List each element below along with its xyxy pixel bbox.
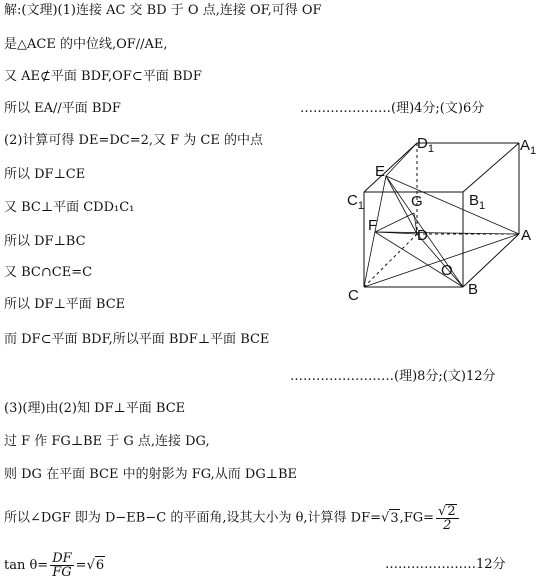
label-D: D [417, 227, 428, 244]
solution-line-14: 则 DG 在平面 BCE 中的射影为 FG,从而 DG⊥BE [4, 467, 297, 482]
cube-edges [364, 143, 519, 287]
label-C: C [348, 287, 359, 304]
solution-line-9: 又 BC∩CE=C [4, 265, 93, 280]
label-B: B [468, 281, 479, 298]
label-B1: $B_1$ [469, 192, 486, 212]
fg-label: ,FG= [399, 510, 435, 526]
solution-line-13: 过 F 作 FG⊥BE 于 G 点,连接 DG, [4, 434, 210, 449]
tan-lhs: tan θ= [4, 558, 49, 573]
label-D1: $D_1$ [417, 135, 434, 155]
tan-numerator: DF [52, 551, 72, 566]
label-O: O [441, 262, 453, 279]
fg-fraction [436, 504, 459, 532]
vertex-labels [347, 135, 536, 304]
sqrt-sign-2: √ [86, 558, 95, 573]
score-note-3: …………………12分 [385, 557, 506, 572]
df-radicand: 3 [390, 510, 399, 526]
solution-line-16 [4, 552, 105, 579]
solution-line-8: 所以 DF⊥BC [4, 234, 86, 249]
score-note-1: …………………(理)4分;(文)6分 [300, 101, 485, 116]
fg-numerator-radicand: 2 [447, 504, 456, 519]
label-F: F [368, 217, 378, 234]
sqrt-sign: √ [381, 510, 390, 526]
tan-denominator: FG [52, 565, 72, 580]
solution-line-3: 又 AE⊄平面 BDF,OF⊂平面 BDF [4, 69, 202, 84]
tan-equals: = [75, 558, 87, 573]
label-E: E [375, 163, 386, 180]
solution-line-6: 所以 DF⊥CE [4, 167, 86, 182]
tan-radicand: 6 [95, 558, 105, 573]
solution-line-4: 所以 EA//平面 BDF [4, 101, 121, 116]
solution-line-1: 解:(文理)(1)连接 AC 交 BD 于 O 点,连接 OF,可得 OF [4, 3, 322, 18]
line-15-text: 所以∠DGF 即为 D−EB−C 的平面角,设其大小为 θ,计算得 DF= [4, 510, 382, 526]
fg-denominator: 2 [443, 518, 452, 533]
solution-line-5: (2)计算可得 DE=DC=2,又 F 为 CE 的中点 [4, 133, 264, 148]
tan-fraction [50, 552, 73, 579]
solution-line-2: 是△ACE 的中位线,OF//AE, [4, 37, 168, 52]
solution-line-11: 而 DF⊂平面 BDF,所以平面 BDF⊥平面 BCE [4, 332, 270, 347]
score-note-2: ……………………(理)8分;(文)12分 [290, 369, 496, 384]
solution-line-12: (3)(理)由(2)知 DF⊥平面 BCE [4, 401, 186, 416]
label-G: G [411, 193, 423, 210]
solution-line-10: 所以 DF⊥平面 BCE [4, 297, 126, 312]
construction-lines [364, 143, 519, 287]
solution-line-15 [4, 504, 461, 532]
fg-numerator: √2 [436, 504, 459, 519]
solution-line-7: 又 BC⊥平面 CDD₁C₁ [4, 200, 135, 215]
label-A: A [521, 227, 532, 244]
label-C1: $C_1$ [347, 192, 364, 212]
label-A1: $A_1$ [520, 137, 537, 157]
